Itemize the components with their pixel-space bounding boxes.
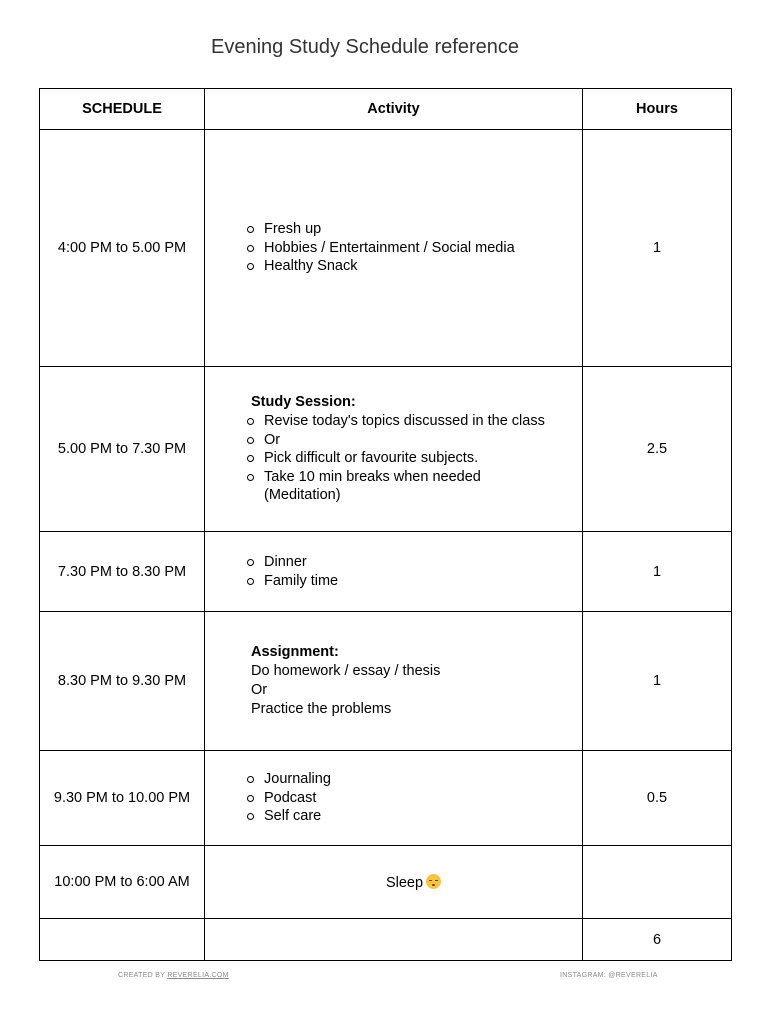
header-activity: Activity <box>205 89 583 130</box>
activity-line: Do homework / essay / thesis <box>251 663 441 679</box>
activity-cell <box>205 612 583 751</box>
total-row <box>40 919 732 961</box>
schedule-time: 5.00 PM to 7.30 PM <box>40 367 205 532</box>
header-schedule: SCHEDULE <box>40 89 205 130</box>
hours-value: 0.5 <box>583 751 732 846</box>
hours-value: 1 <box>583 532 732 612</box>
activity-cell <box>205 130 583 367</box>
hours-value: 1 <box>583 130 732 367</box>
activity-text: Sleep <box>385 874 424 891</box>
list-item: Dinner <box>245 553 582 572</box>
table-row <box>40 130 732 367</box>
schedule-time: 9.30 PM to 10.00 PM <box>40 751 205 846</box>
list-item: Take 10 min breaks when needed <box>245 468 582 487</box>
schedule-table <box>39 88 732 961</box>
footer-instagram: INSTAGRAM: @REVERELIA <box>560 972 658 979</box>
table-row <box>40 751 732 846</box>
section-heading: Assignment: <box>251 644 339 660</box>
list-item: Or <box>245 431 582 450</box>
footer-credit-prefix: CREATED BY <box>118 972 166 979</box>
header-row <box>40 89 732 130</box>
header-hours: Hours <box>583 89 732 130</box>
list-item: Family time <box>245 572 582 591</box>
empty-cell <box>40 919 205 961</box>
table-row <box>40 367 732 532</box>
list-item: Podcast <box>245 789 582 808</box>
list-item: Fresh up <box>245 220 582 239</box>
schedule-time: 10:00 PM to 6:00 AM <box>40 846 205 919</box>
list-item: Hobbies / Entertainment / Social media <box>245 239 582 258</box>
schedule-time: 8.30 PM to 9.30 PM <box>40 612 205 751</box>
list-item: Self care <box>245 807 582 826</box>
sleeping-face-icon <box>426 874 441 889</box>
activity-cell <box>205 532 583 612</box>
list-item: Revise today's topics discussed in the class <box>245 412 582 431</box>
section-heading: Study Session: <box>251 394 356 411</box>
list-item: Healthy Snack <box>245 257 582 276</box>
activity-cell <box>205 367 583 532</box>
activity-line: Or <box>251 682 268 698</box>
list-item-continuation: (Meditation) <box>264 487 341 504</box>
empty-cell <box>205 919 583 961</box>
schedule-time: 7.30 PM to 8.30 PM <box>40 532 205 612</box>
list-item: Pick difficult or favourite subjects. <box>245 449 582 468</box>
footer-credit <box>118 972 229 979</box>
hours-value <box>583 846 732 919</box>
schedule-time: 4:00 PM to 5.00 PM <box>40 130 205 367</box>
table-row <box>40 846 732 919</box>
list-item: Journaling <box>245 770 582 789</box>
total-hours: 6 <box>583 919 732 961</box>
activity-cell <box>205 846 583 919</box>
activity-cell <box>205 751 583 846</box>
page-title: Evening Study Schedule reference <box>211 36 519 58</box>
activity-line: Practice the problems <box>251 701 392 717</box>
hours-value: 2.5 <box>583 367 732 532</box>
hours-value: 1 <box>583 612 732 751</box>
table-row <box>40 612 732 751</box>
table-row <box>40 532 732 612</box>
footer-credit-link[interactable]: REVERELIA.COM <box>167 972 229 979</box>
